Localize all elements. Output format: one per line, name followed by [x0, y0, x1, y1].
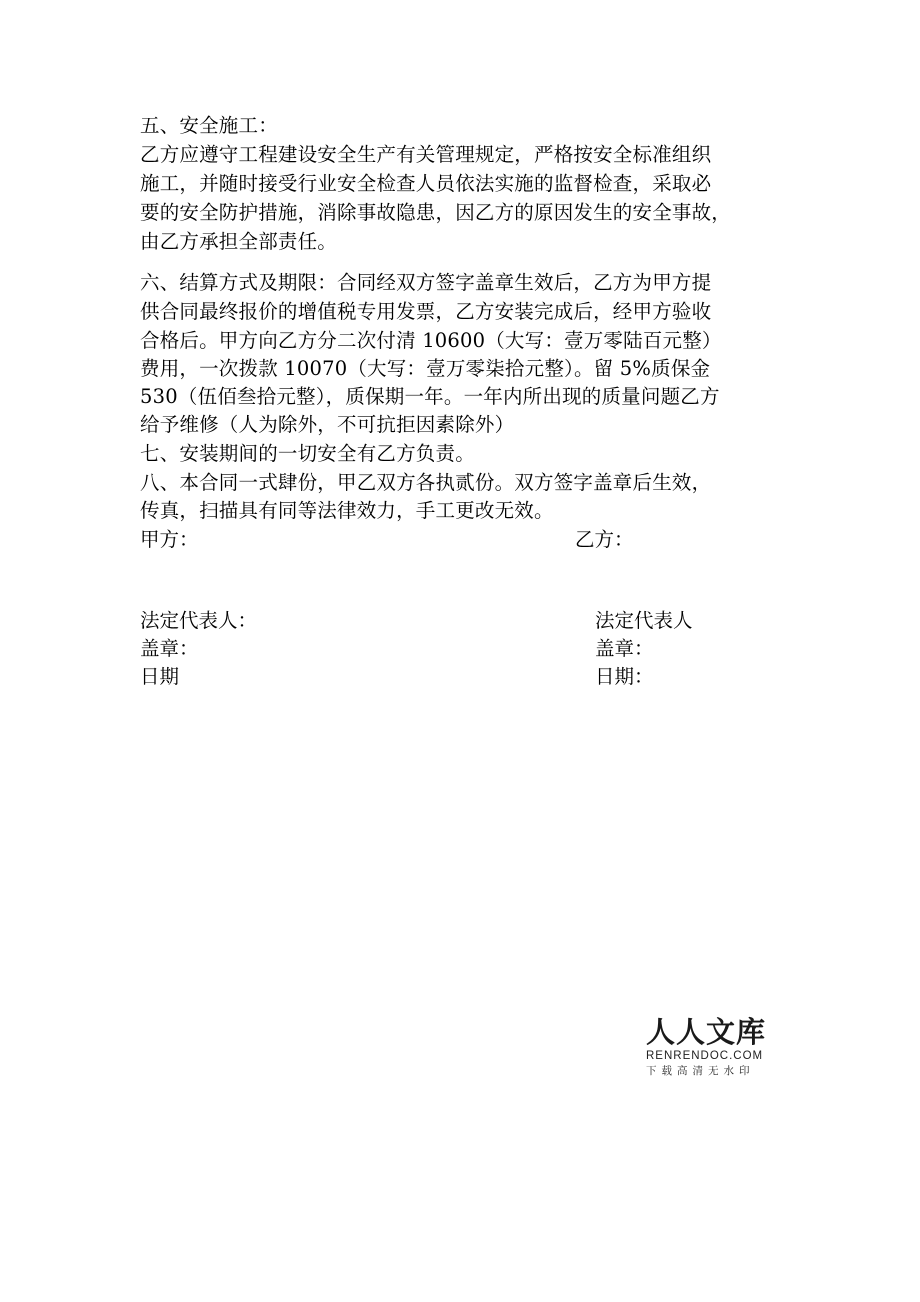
section-6-line-2: 供合同最终报价的增值税专用发票，乙方安装完成后，经甲方验收 — [140, 300, 712, 323]
party-b-date: 日期： — [595, 665, 654, 688]
party-b-seal: 盖章： — [595, 637, 654, 660]
party-b-representative: 法定代表人 — [595, 609, 693, 632]
party-a-label: 甲方： — [140, 528, 199, 551]
section-6-line-6: 给予维修（人为除外，不可抗拒因素除外） — [140, 413, 515, 436]
section-6-line-5: 530（伍佰叁拾元整），质保期一年。一年内所出现的质量问题乙方 — [140, 385, 720, 408]
section-7-line: 七、安装期间的一切安全有乙方负责。 — [140, 442, 475, 465]
party-b-label: 乙方： — [575, 528, 634, 551]
party-a-date: 日期 — [140, 665, 180, 688]
section-5-line-2: 施工，并随时接受行业安全检查人员依法实施的监督检查，采取必 — [140, 172, 712, 195]
watermark-domain: RENRENDOC.COM — [646, 1050, 764, 1062]
party-a-representative: 法定代表人： — [140, 609, 258, 632]
section-5-heading: 五、安全施工： — [140, 114, 278, 137]
section-6-line-1: 六、结算方式及期限：合同经双方签字盖章生效后，乙方为甲方提 — [140, 271, 712, 294]
watermark-title: 人人文库 — [646, 1015, 767, 1049]
watermark-subtitle: 下载高清无水印 — [646, 1065, 755, 1077]
party-a-seal: 盖章： — [140, 637, 199, 660]
section-8-line-1: 八、本合同一式肆份，甲乙双方各执贰份。双方签字盖章后生效， — [140, 471, 712, 494]
section-8-line-2: 传真，扫描具有同等法律效力，手工更改无效。 — [140, 499, 554, 522]
section-6-line-3: 合格后。甲方向乙方分二次付清 10600（大写：壹万零陆百元整） — [140, 329, 722, 352]
section-6-line-4: 费用，一次拨款 10070（大写：壹万零柒拾元整）。留 5%质保金 — [140, 357, 711, 380]
watermark-logo — [646, 1015, 776, 1079]
section-5-line-4: 由乙方承担全部责任。 — [140, 230, 338, 253]
section-5-line-1: 乙方应遵守工程建设安全生产有关管理规定，严格按安全标准组织 — [140, 143, 712, 166]
section-5-line-3: 要的安全防护措施，消除事故隐患，因乙方的原因发生的安全事故， — [140, 201, 732, 224]
